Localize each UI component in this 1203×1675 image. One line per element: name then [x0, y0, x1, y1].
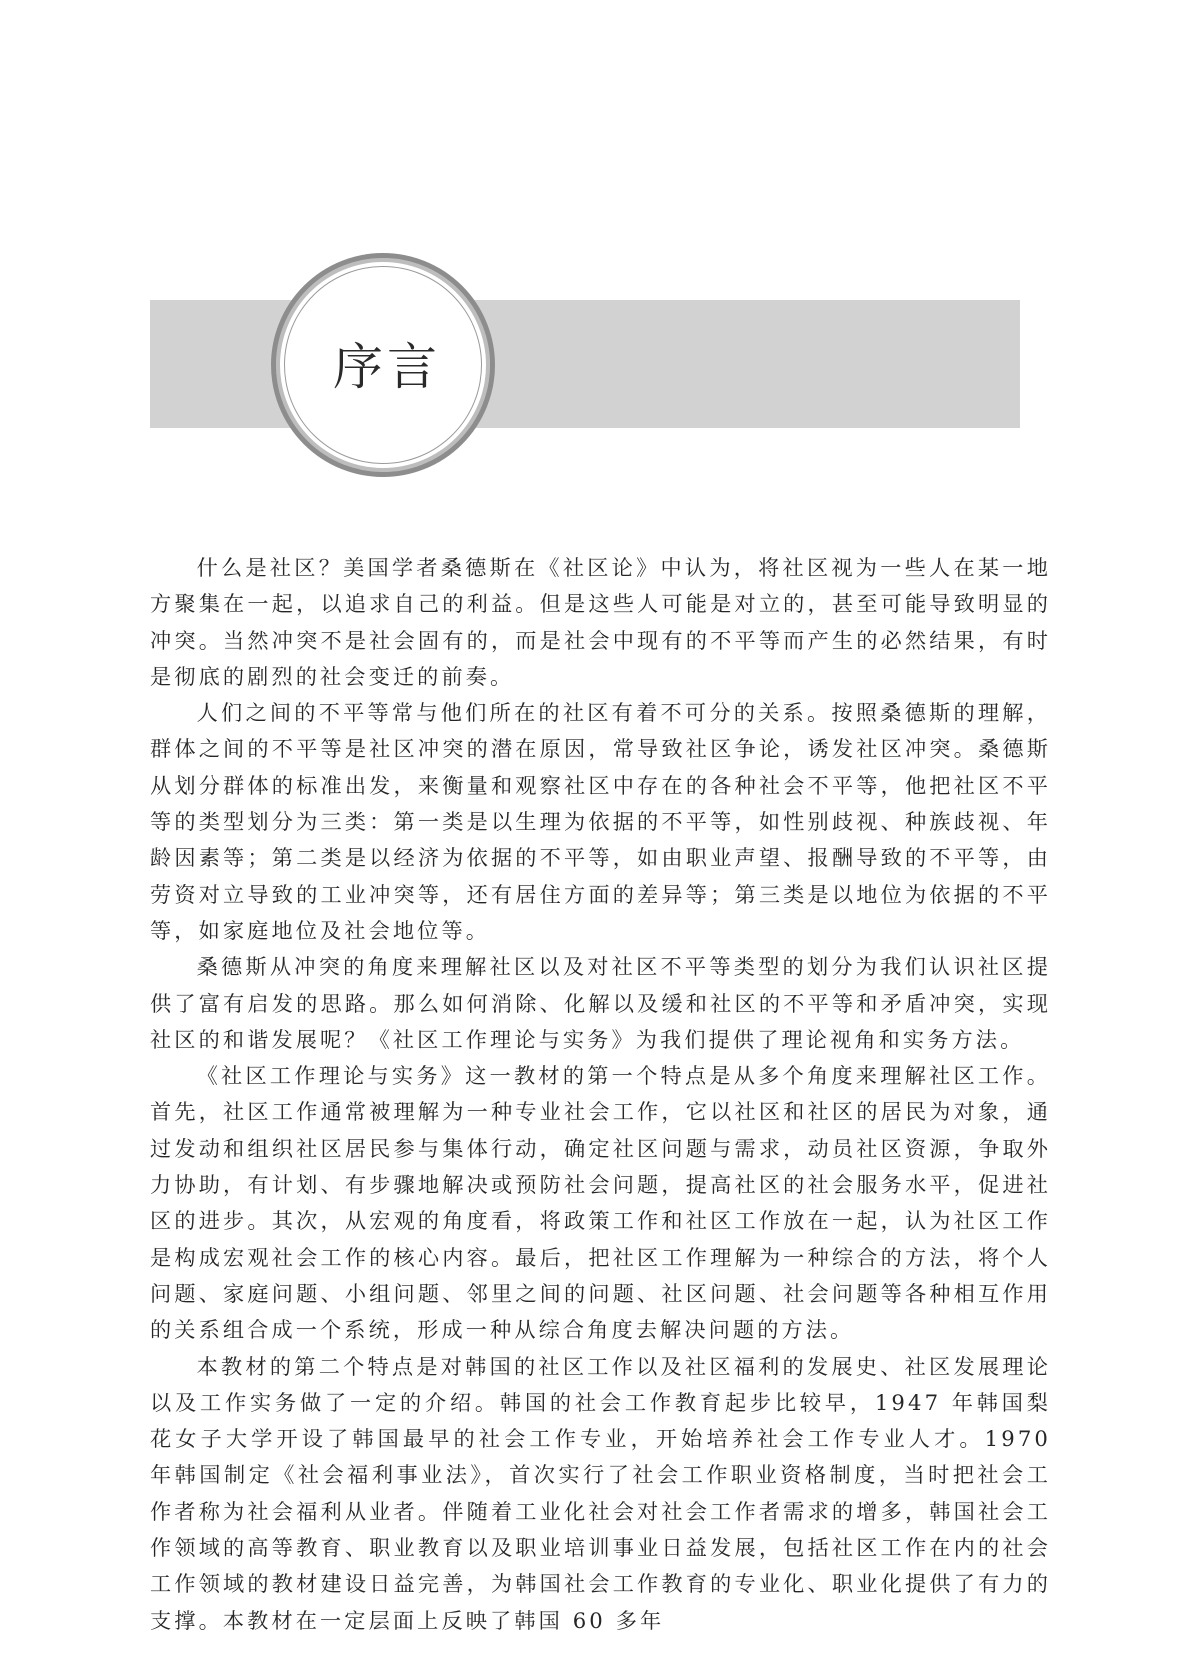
page-title: 序言 — [333, 338, 441, 396]
paragraph: 本教材的第二个特点是对韩国的社区工作以及社区福利的发展史、社区发展理论以及工作实务做了一定的介绍。韩国的社会工作教育起步比较早，1947 年韩国梨花女子大学开设了韩国最早的社会工作专业，开始培养社会工作专业人才。1970 年韩国制定《社会福利事业法》，首次实行了社会工作职业资格制度，当时把社会工作者称为社会福利从业者。伴随着工业化社会对社会工作者需求的增多，韩国社会工作领域的高等教育、职业教育以及职业培训事业日益发展，包括社区工作在内的社会工作领域的教材建设日益完善，为韩国社会工作教育的专业化、职业化提供了有力的支撑。本教材在一定层面上反映了韩国 60 多年 — [150, 1353, 1051, 1633]
body-text — [150, 550, 1051, 1639]
paragraph: 什么是社区？美国学者桑德斯在《社区论》中认为，将社区视为一些人在某一地方聚集在一起，以追求自己的利益。但是这些人可能是对立的，甚至可能导致明显的冲突。当然冲突不是社会固有的，而是社会中现有的不平等而产生的必然结果，有时是彻底的剧烈的社会变迁的前奏。 — [150, 555, 1051, 689]
paragraph: 桑德斯从冲突的角度来理解社区以及对社区不平等类型的划分为我们认识社区提供了富有启发的思路。那么如何消除、化解以及缓和社区的不平等和矛盾冲突，实现社区的和谐发展呢？《社区工作理论与实务》为我们提供了理论视角和实务方法。 — [150, 954, 1051, 1052]
paragraph: 人们之间的不平等常与他们所在的社区有着不可分的关系。按照桑德斯的理解，群体之间的不平等是社区冲突的潜在原因，常导致社区争论，诱发社区冲突。桑德斯从划分群体的标准出发，来衡量和观察社区中存在的各种社会不平等，他把社区不平等的类型划分为三类：第一类是以生理为依据的不平等，如性别歧视、种族歧视、年龄因素等；第二类是以经济为依据的不平等，如由职业声望、报酬导致的不平等，由劳资对立导致的工业冲突等，还有居住方面的差异等；第三类是以地位为依据的不平等，如家庭地位及社会地位等。 — [150, 700, 1051, 943]
title-circle — [271, 253, 495, 477]
paragraph: 《社区工作理论与实务》这一教材的第一个特点是从多个角度来理解社区工作。首先，社区工作通常被理解为一种专业社会工作，它以社区和社区的居民为对象，通过发动和组织社区居民参与集体行动，确定社区问题与需求，动员社区资源，争取外力协助，有计划、有步骤地解决或预防社会问题，提高社区的社会服务水平，促进社区的进步。其次，从宏观的角度看，将政策工作和社区工作放在一起，认为社区工作是构成宏观社会工作的核心内容。最后，把社区工作理解为一种综合的方法，将个人问题、家庭问题、小组问题、邻里之间的问题、社区问题、社会问题等各种相互作用的关系组合成一个系统，形成一种从综合角度去解决问题的方法。 — [150, 1063, 1051, 1343]
